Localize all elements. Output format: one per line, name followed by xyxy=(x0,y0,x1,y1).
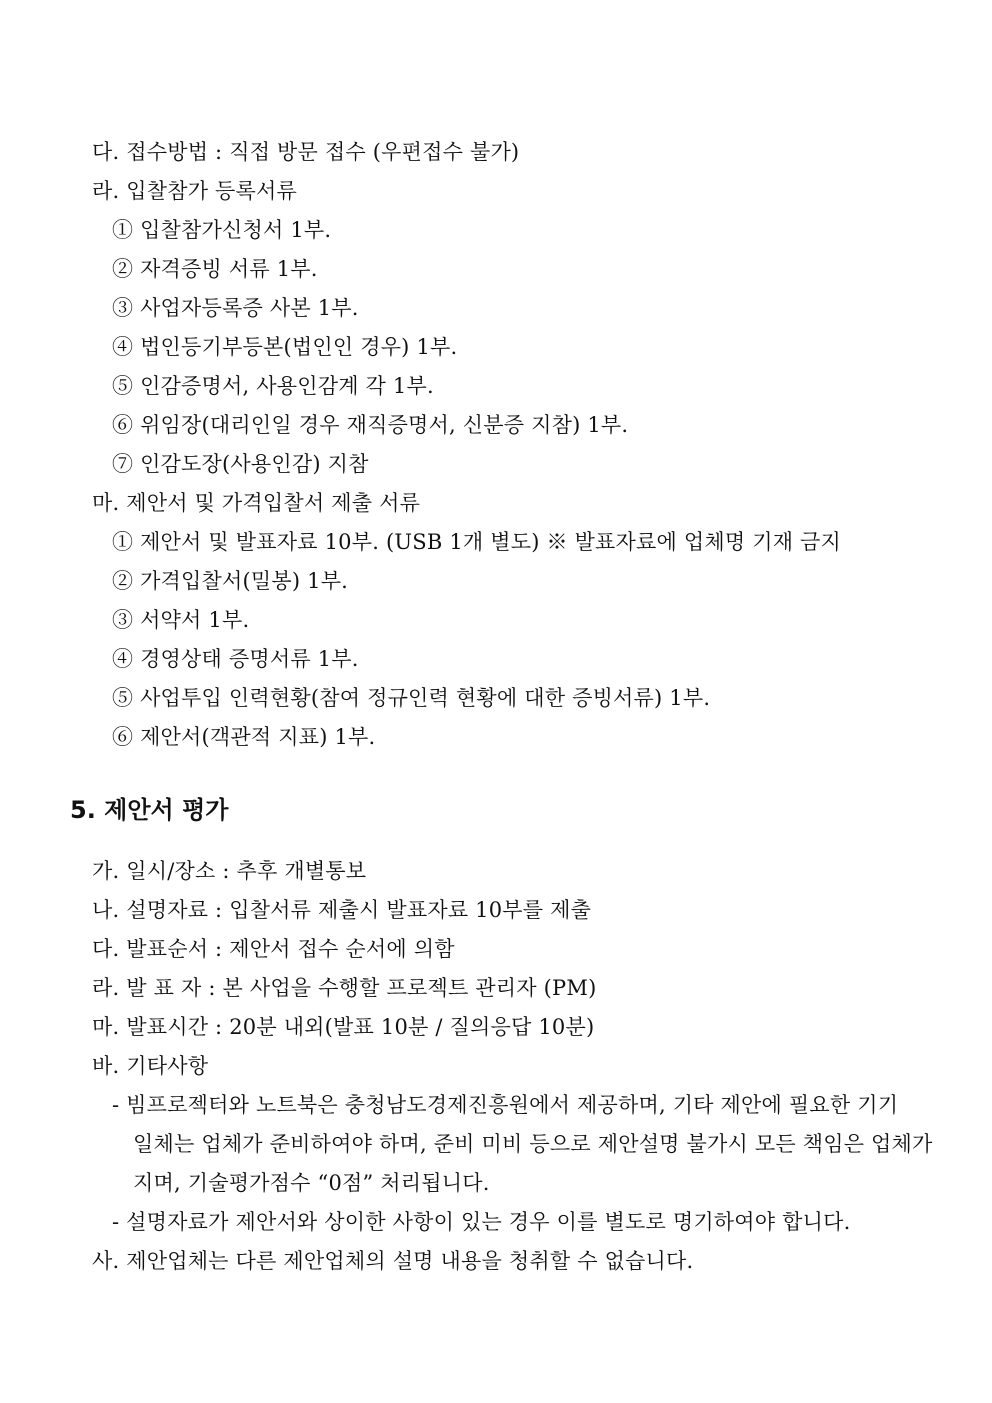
list-item: ⑦ 인감도장(사용인감) 지참 xyxy=(112,452,369,476)
item-ra-registration-docs: 라. 입찰참가 등록서류 xyxy=(92,179,297,203)
list-item: ⑥ 위임장(대리인일 경우 재직증명서, 신분증 지참) 1부. xyxy=(112,413,629,437)
item-ba-other: 바. 기타사항 xyxy=(92,1054,209,1078)
item-da-order: 다. 발표순서 : 제안서 접수 순서에 의함 xyxy=(92,937,455,961)
list-item: ⑤ 사업투입 인력현황(참여 정규인력 현황에 대한 증빙서류) 1부. xyxy=(112,686,711,710)
list-item: ④ 경영상태 증명서류 1부. xyxy=(112,647,359,671)
item-ma-proposal-docs: 마. 제안서 및 가격입찰서 제출 서류 xyxy=(92,491,421,515)
list-item: ② 자격증빙 서류 1부. xyxy=(112,257,318,281)
list-item: ① 제안서 및 발표자료 10부. (USB 1개 별도) ※ 발표자료에 업체명 기재 금지 xyxy=(112,530,842,554)
list-item: ② 가격입찰서(밀봉) 1부. xyxy=(112,569,349,593)
item-ma-duration: 마. 발표시간 : 20분 내외(발표 10분 / 질의응답 10분) xyxy=(92,1015,595,1039)
list-item: ⑤ 인감증명서, 사용인감계 각 1부. xyxy=(112,374,434,398)
list-item: ① 입찰참가신청서 1부. xyxy=(112,218,332,242)
item-ga-schedule: 가. 일시/장소 : 추후 개별통보 xyxy=(92,859,367,883)
list-item: - 빔프로젝터와 노트북은 충청남도경제진흥원에서 제공하며, 기타 제안에 필요한 기기 xyxy=(112,1093,899,1117)
list-item-continuation: 일체는 업체가 준비하여야 하며, 준비 미비 등으로 제안설명 불가시 모든 책임은 업체가 xyxy=(133,1132,933,1156)
item-da-submission-method: 다. 접수방법 : 직접 방문 접수 (우편접수 불가) xyxy=(92,140,520,164)
item-na-materials: 나. 설명자료 : 입찰서류 제출시 발표자료 10부를 제출 xyxy=(92,898,592,922)
list-item-continuation: 지며, 기술평가점수 “0점” 처리됩니다. xyxy=(133,1171,490,1195)
list-item: - 설명자료가 제안서와 상이한 사항이 있는 경우 이를 별도로 명기하여야 합니다. xyxy=(112,1210,851,1234)
item-ra-presenter: 라. 발 표 자 : 본 사업을 수행할 프로젝트 관리자 (PM) xyxy=(92,976,597,1000)
list-item: ④ 법인등기부등본(법인인 경우) 1부. xyxy=(112,335,458,359)
list-item: ③ 사업자등록증 사본 1부. xyxy=(112,296,359,320)
list-item: ③ 서약서 1부. xyxy=(112,608,250,632)
item-sa-notice: 사. 제안업체는 다른 제안업체의 설명 내용을 청취할 수 없습니다. xyxy=(92,1249,694,1273)
list-item: ⑥ 제안서(객관적 지표) 1부. xyxy=(112,725,376,749)
section-heading: 5. 제안서 평가 xyxy=(70,796,229,824)
